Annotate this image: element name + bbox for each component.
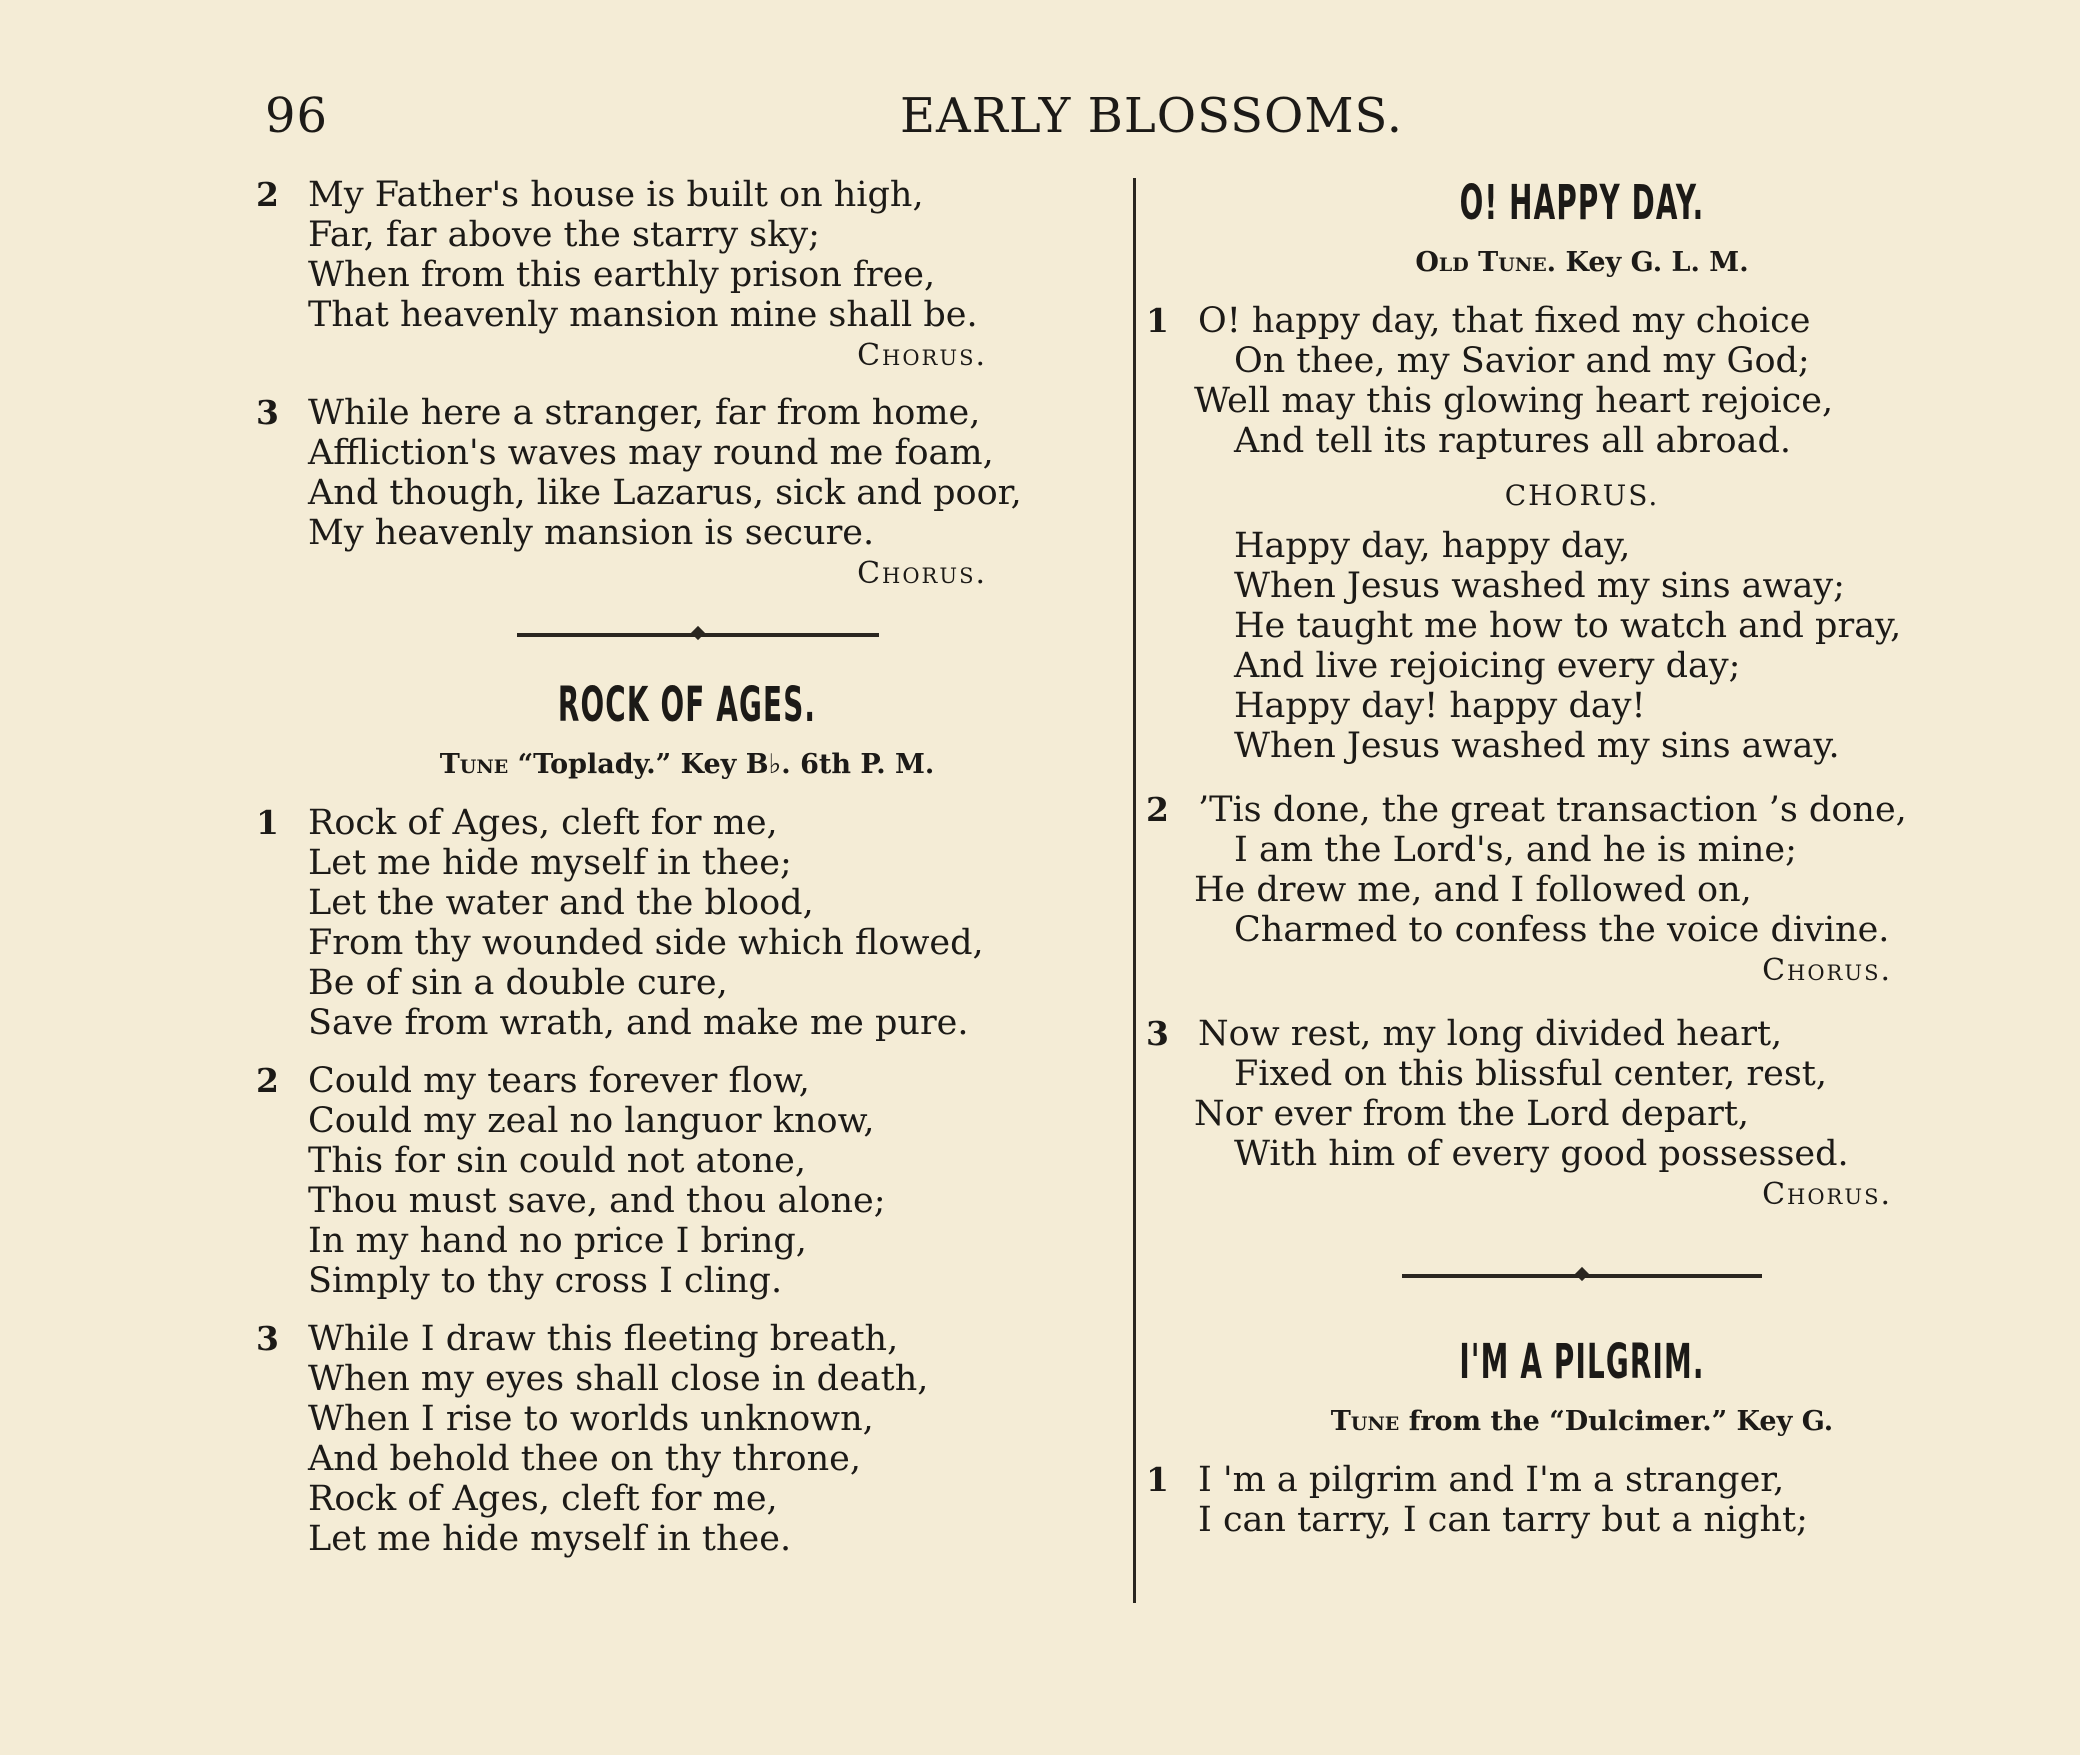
verse-line: Could my zeal no languor know,: [308, 1101, 875, 1141]
chorus-reference: Chorus.: [1762, 1177, 1892, 1212]
section-divider-ornament: [517, 633, 879, 637]
verse-line: While I draw this fleeting breath,: [308, 1319, 899, 1359]
verse-line: With him of every good possessed.: [1234, 1134, 1849, 1174]
verse-line: This for sin could not atone,: [308, 1141, 806, 1181]
verse-line: He drew me, and I followed on,: [1194, 870, 1752, 910]
verse-number: 2: [256, 175, 279, 214]
hymn-title: ROCK OF AGES.: [557, 677, 817, 733]
chorus-line: Happy day! happy day!: [1234, 686, 1646, 726]
verse-line: And behold thee on thy throne,: [308, 1439, 861, 1479]
verse-line: Let me hide myself in thee.: [308, 1519, 792, 1559]
tune-label: Tune: [1330, 1406, 1400, 1437]
verse-line: In my hand no price I bring,: [308, 1221, 807, 1261]
tune-line: [262, 747, 1112, 783]
chorus-block: [1152, 526, 2012, 766]
verse-line: Be of sin a double cure,: [308, 963, 728, 1003]
verse-line: When my eyes shall close in death,: [308, 1359, 929, 1399]
tune-line: [1152, 1404, 2012, 1440]
verse-line: I 'm a pilgrim and I'm a stranger,: [1198, 1460, 1785, 1500]
verse-line: Rock of Ages, cleft for me,: [308, 803, 778, 843]
verse: [256, 1319, 1112, 1559]
verse-line: Well may this glowing heart rejoice,: [1194, 381, 1834, 421]
verse-line: ’Tis done, the great transaction ’s done,: [1198, 790, 1907, 830]
verse-line: I am the Lord's, and he is mine;: [1234, 830, 1797, 870]
running-title: EARLY BLOSSOMS.: [900, 88, 1403, 144]
verse-line: While here a stranger, far from home,: [308, 393, 981, 433]
verse-line: Nor ever from the Lord depart,: [1194, 1094, 1750, 1134]
verse-line: Fixed on this blissful center, rest,: [1234, 1054, 1827, 1094]
chorus-reference: Chorus.: [857, 338, 987, 373]
chorus-heading: CHORUS.: [1504, 479, 1660, 512]
verse-line: Could my tears forever flow,: [308, 1061, 810, 1101]
verse: [256, 1061, 1112, 1301]
page-number: 96: [265, 88, 329, 144]
verse-line: That heavenly mansion mine shall be.: [308, 295, 978, 335]
verse-line: Save from wrath, and make me pure.: [308, 1003, 969, 1043]
right-column: [1146, 175, 2012, 1558]
verse: [256, 393, 1112, 593]
verse-line: And tell its raptures all abroad.: [1234, 421, 1791, 461]
chorus-line: He taught me how to watch and pray,: [1234, 606, 1902, 646]
verse-line: Rock of Ages, cleft for me,: [308, 1479, 778, 1519]
chorus-line: When Jesus washed my sins away;: [1234, 566, 1845, 606]
verse-line: Let the water and the blood,: [308, 883, 814, 923]
section-divider-ornament: [1402, 1274, 1762, 1278]
verse-line: And though, like Lazarus, sick and poor,: [308, 473, 1022, 513]
verse: [256, 175, 1112, 375]
chorus-reference: Chorus.: [857, 556, 987, 591]
verse-line: On thee, my Savior and my God;: [1234, 341, 1810, 381]
verse-number: 2: [256, 1061, 279, 1100]
verse-line: My heavenly mansion is secure.: [308, 513, 875, 553]
tune-label: Tune: [439, 749, 509, 780]
chorus-reference: Chorus.: [1762, 953, 1892, 988]
tune-label: Old Tune.: [1415, 247, 1557, 278]
verse-line: Thou must save, and thou alone;: [308, 1181, 886, 1221]
tune-details: Key G. L. M.: [1565, 247, 1749, 278]
verse-line: Simply to thy cross I cling.: [308, 1261, 783, 1301]
column-divider: [1133, 178, 1136, 1603]
tune-details: from the “Dulcimer.” Key G.: [1408, 1406, 1834, 1437]
verse-number: 3: [256, 393, 279, 432]
verse-number: 3: [256, 1319, 279, 1358]
verse: [1146, 301, 2012, 461]
verse: [1146, 790, 2012, 990]
verse-line: I can tarry, I can tarry but a night;: [1198, 1500, 1808, 1540]
verse: [1146, 1014, 2012, 1214]
verse-line: My Father's house is built on high,: [308, 175, 924, 215]
tune-details: “Toplady.” Key B♭. 6th P. M.: [517, 749, 935, 780]
verse-line: From thy wounded side which flowed,: [308, 923, 984, 963]
verse-line: When from this earthly prison free,: [308, 255, 936, 295]
verse-line: When I rise to worlds unknown,: [308, 1399, 874, 1439]
hymn-title: I'M A PILGRIM.: [1459, 1334, 1705, 1390]
chorus-line: Happy day, happy day,: [1234, 526, 1631, 566]
verse-line: Far, far above the starry sky;: [308, 215, 820, 255]
verse-line: Affliction's waves may round me foam,: [308, 433, 994, 473]
hymn-title: O! HAPPY DAY.: [1459, 175, 1705, 231]
verse: [1146, 1460, 2012, 1540]
chorus-line: And live rejoicing every day;: [1234, 646, 1741, 686]
verse-number: 1: [1146, 1460, 1169, 1499]
verse-line: Now rest, my long divided heart,: [1198, 1014, 1783, 1054]
left-column: [256, 175, 1112, 1577]
verse-number: 1: [1146, 301, 1169, 340]
verse-line: O! happy day, that fixed my choice: [1198, 301, 1811, 341]
verse-number: 3: [1146, 1014, 1169, 1053]
verse-number: 1: [256, 803, 279, 842]
chorus-line: When Jesus washed my sins away.: [1234, 726, 1840, 766]
verse-line: Charmed to confess the voice divine.: [1234, 910, 1890, 950]
tune-line: [1152, 245, 2012, 281]
verse: [256, 803, 1112, 1043]
verse-number: 2: [1146, 790, 1169, 829]
verse-line: Let me hide myself in thee;: [308, 843, 792, 883]
